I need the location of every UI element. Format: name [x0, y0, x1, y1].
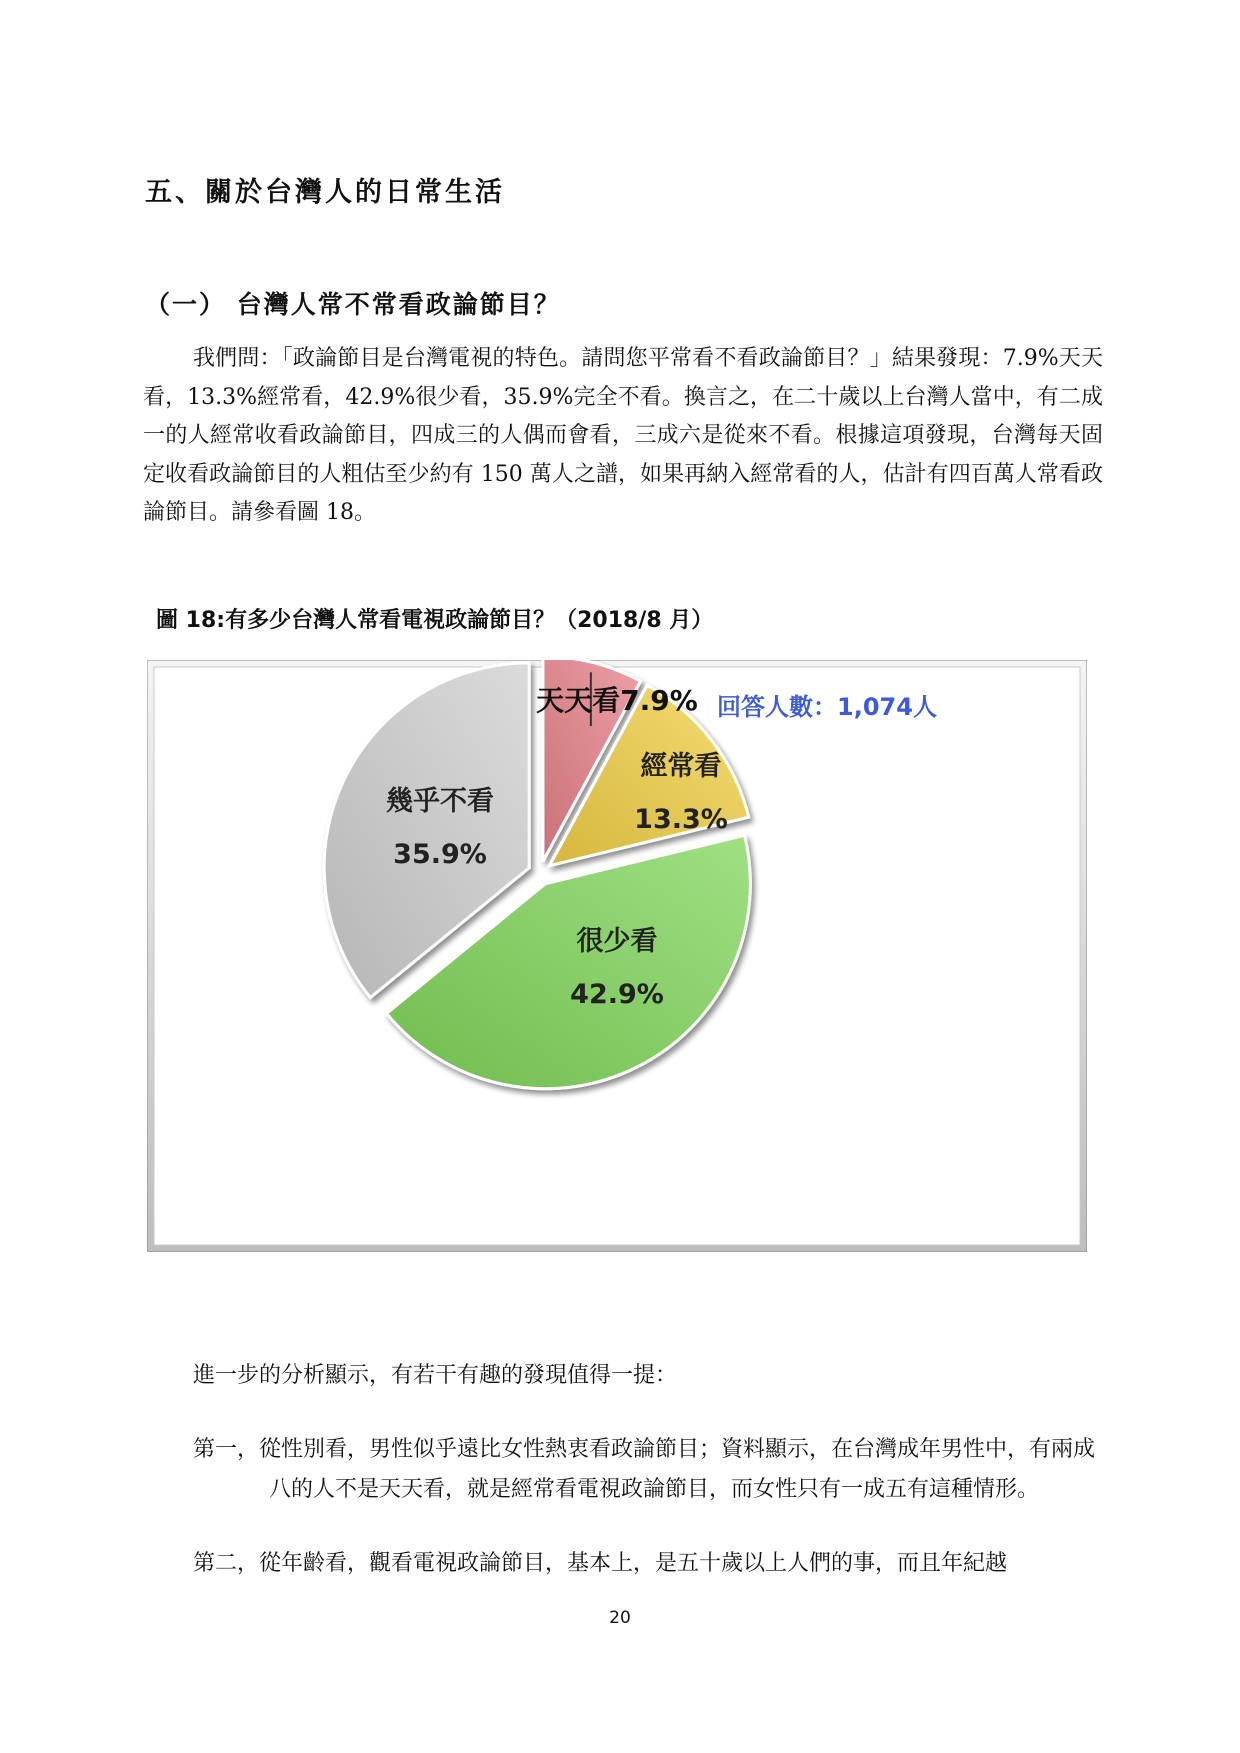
- pie-value-never: 35.9%: [393, 839, 487, 870]
- finding-2: [193, 1544, 1101, 1584]
- finding-2-label: 第二，: [193, 1551, 260, 1576]
- pie-label-often: 經常看: [640, 751, 722, 782]
- finding-1-text: 從性別看，男性似乎遠比女性熱衷看政論節目；資料顯示，在台灣成年男性中，有兩成八的人不是天天看，就是經常看電視政論節目，而女性只有一成五有這種情形。: [259, 1437, 1096, 1502]
- page-number: 20: [609, 1608, 631, 1628]
- pie-value-rarely: 42.9%: [570, 979, 664, 1010]
- analysis-intro: 進一步的分析顯示，有若干有趣的發現值得一提：: [193, 1363, 678, 1388]
- subsection-title: （一） 台灣人常不常看政論節目？: [145, 290, 561, 319]
- figure-caption: 圖 18:有多少台灣人常看電視政論節目？（2018/8 月）: [156, 608, 714, 633]
- finding-1: [193, 1430, 1101, 1510]
- finding-1-label: 第一，: [193, 1437, 260, 1462]
- chart-annotation: 回答人數：1,074人: [717, 693, 937, 721]
- finding-2-text: 從年齡看，觀看電視政論節目，基本上，是五十歲以上人們的事，而且年紀越: [259, 1551, 1008, 1576]
- section-title: 五、關於台灣人的日常生活: [145, 177, 505, 208]
- pie-chart: [147, 660, 1087, 1252]
- pie-label-daily: 天天看7.9%: [536, 684, 698, 717]
- pie-label-rarely: 很少看: [576, 926, 658, 957]
- body-paragraph: 我們問：「政論節目是台灣電視的特色。請問您平常看不看政論節目？」結果發現：7.9%天天看，13.3%經常看，42.9%很少看，35.9%完全不看。換言之，在二十歲以上台灣人當中，有二成一的人經常收看政論節目，四成三的人偶而會看，三成六是從來不看。根據這項發現，台灣每天固定收看政論節目的人粗估至少約有 150 萬人之譜，如果再納入經常看的人，估計有四百萬人常看政論節目。請參看圖 18。: [143, 346, 1103, 525]
- pie-value-often: 13.3%: [634, 804, 728, 835]
- pie-label-never: 幾乎不看: [386, 786, 494, 817]
